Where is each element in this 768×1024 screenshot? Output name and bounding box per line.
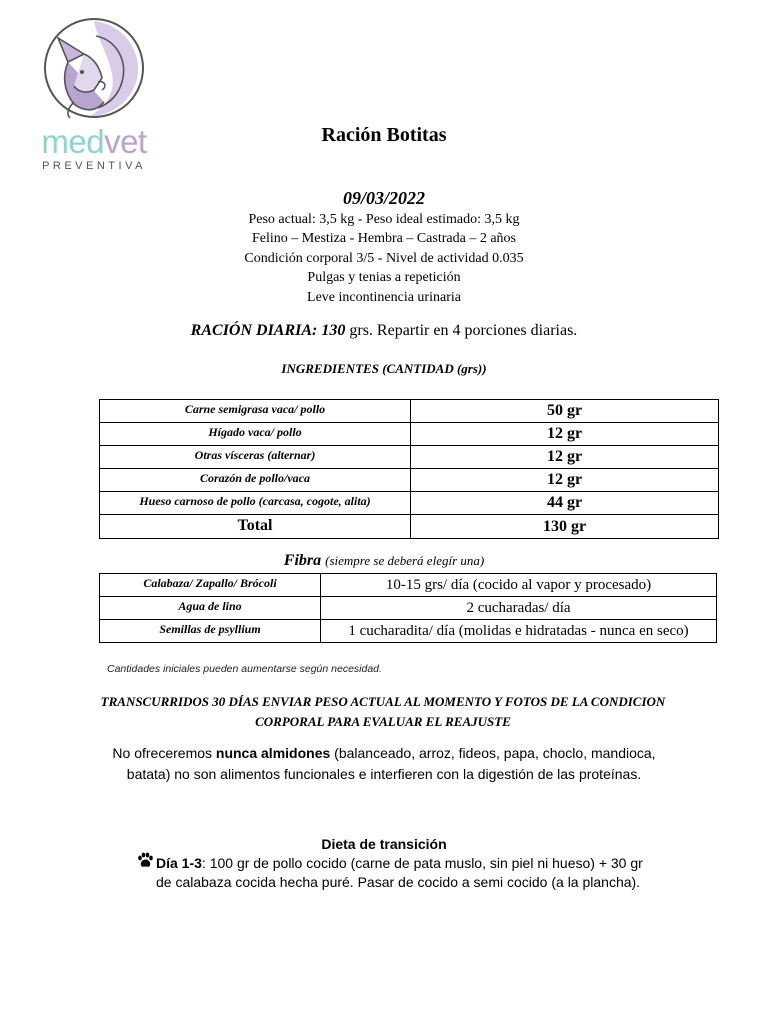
info-line: Condición corporal 3/5 - Nivel de actividad 0.035 (244, 250, 524, 266)
logo-text-vet: vet (104, 123, 147, 160)
info-line: Peso actual: 3,5 kg - Peso ideal estimado: 3,5 kg (248, 212, 520, 227)
fibra-name: Agua de lino (100, 597, 321, 620)
almidones-bold: nunca almidones (215, 745, 331, 761)
racion-label: RACIÓN DIARIA: 130 (190, 322, 346, 339)
reassessment-warning: TRANSCURRIDOS 30 DÍAS ENVIAR PESO ACTUAL AL MOMENTO Y FOTOS DE LA CONDICION CORPORAL PARA EVALUAR EL REAJUSTE (100, 694, 666, 729)
racion-rest: grs. Repartir en 4 porciones diarias. (345, 322, 578, 339)
ingredient-qty: 12 gr (411, 469, 719, 492)
info-line: Felino – Mestiza - Hembra – Castrada – 2 años (252, 231, 516, 247)
fibra-label: Fibra (283, 552, 322, 569)
logo-text-med: med (41, 123, 105, 160)
fibra-desc: 10-15 grs/ día (cocido al vapor y procesado) (321, 574, 717, 597)
ingredient-name: Corazón de pollo/vaca (100, 469, 411, 492)
fibra-desc: 2 cucharadas/ día (321, 597, 717, 620)
page-title: Ración Botitas (321, 124, 447, 146)
total-label: Total (100, 515, 411, 539)
table-row (100, 574, 717, 597)
total-qty: 130 gr (411, 515, 719, 539)
table-row (100, 423, 719, 446)
fibra-note: (siempre se deberá elegír una) (325, 553, 485, 568)
ingredient-name: Hígado vaca/ pollo (100, 423, 411, 446)
quantities-note: Cantidades iniciales pueden aumentarse según necesidad. (107, 663, 382, 675)
info-line: Leve incontinencia urinaria (307, 289, 461, 305)
table-row (100, 492, 719, 515)
total-row (100, 515, 719, 539)
ingredient-name: Otras vísceras (alternar) (100, 446, 411, 469)
table-row (100, 400, 719, 423)
transition-diet-title: Dieta de transición (321, 836, 447, 852)
almidones-paragraph (100, 743, 668, 784)
ingredient-qty: 44 gr (411, 492, 719, 515)
table-row (100, 469, 719, 492)
paw-icon (136, 852, 154, 874)
ingredient-name: Carne semigrasa vaca/ pollo (100, 400, 411, 423)
logo (38, 16, 150, 126)
logo-subtitle: PREVENTIVA (42, 160, 146, 172)
patient-info (0, 210, 768, 307)
table-row (100, 597, 717, 620)
ingredients-table (99, 399, 719, 539)
ingredient-qty: 50 gr (411, 400, 719, 423)
table-row (100, 620, 717, 643)
ingredient-qty: 12 gr (411, 423, 719, 446)
date: 09/03/2022 (342, 188, 425, 208)
fibra-table (99, 573, 717, 643)
info-line: Pulgas y tenias a repetición (307, 270, 461, 286)
transition-day-item (156, 854, 661, 891)
ingredients-heading: INGREDIENTES (CANTIDAD (grs)) (281, 361, 487, 376)
almidones-post: (balanceado, arroz, fideos, papa, choclo, mandioca, batata) no son alimentos funcionales e interfieren con la digestión de las proteínas. (126, 745, 656, 782)
fibra-name: Calabaza/ Zapallo/ Brócoli (100, 574, 321, 597)
fibra-heading (0, 552, 768, 570)
fibra-desc: 1 cucharadita/ día (molidas e hidratadas - nunca en seco) (321, 620, 717, 643)
almidones-pre: No ofreceremos (112, 745, 216, 761)
day-text: : 100 gr de pollo cocido (carne de pata muslo, sin piel ni hueso) + 30 gr de calabaza cocida hecha puré. Pasar de cocido a semi cocido (a la plancha). (156, 855, 643, 890)
ingredient-name: Hueso carnoso de pollo (carcasa, cogote, alita) (100, 492, 411, 515)
racion-diaria (0, 322, 768, 340)
fibra-name: Semillas de psyllium (100, 620, 321, 643)
ingredient-qty: 12 gr (411, 446, 719, 469)
table-row (100, 446, 719, 469)
logo-cat-dog-icon (38, 16, 150, 121)
day-label: Día 1-3 (156, 855, 202, 871)
